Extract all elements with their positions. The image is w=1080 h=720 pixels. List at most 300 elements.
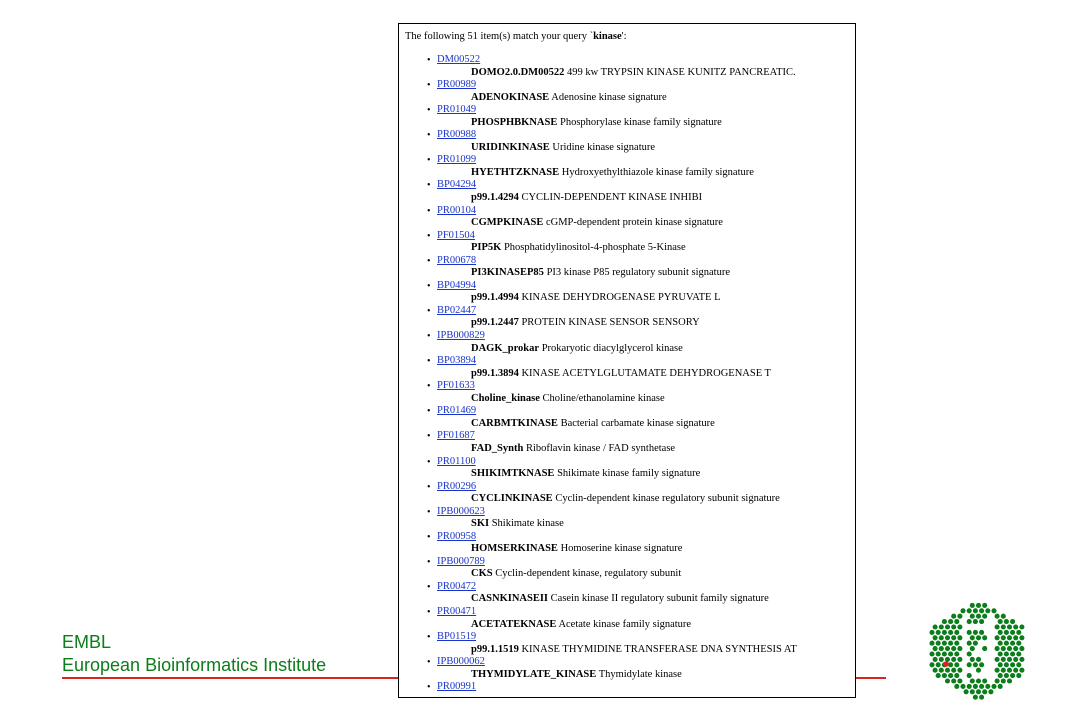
result-entry-text: Thymidylate kinase: [598, 668, 682, 680]
logo-dot: [1007, 668, 1012, 673]
logo-dot: [957, 678, 962, 683]
logo-dot: [945, 624, 950, 629]
logo-dot: [933, 657, 938, 662]
bullet-icon: •: [427, 531, 431, 543]
result-entry-name: CYCLINKINASE: [471, 493, 553, 505]
result-item: [399, 556, 855, 581]
logo-dot: [954, 684, 959, 689]
footer-org-full: European Bioinformatics Institute: [62, 655, 327, 675]
bullet-icon: •: [427, 406, 431, 418]
result-link[interactable]: PR00296: [437, 480, 477, 492]
logo-dot: [951, 678, 956, 683]
logo-dot: [976, 614, 981, 619]
result-entry-name: p99.1.4994: [471, 292, 519, 304]
result-item: [399, 54, 855, 79]
logo-dot: [1016, 651, 1021, 656]
logo-dot: [998, 684, 1003, 689]
result-item: [399, 405, 855, 430]
logo-dot: [957, 624, 962, 629]
logo-dot: [1010, 662, 1015, 667]
logo-dot: [957, 614, 962, 619]
result-link[interactable]: PR00471: [437, 606, 477, 618]
logo-dot: [979, 630, 984, 635]
logo-dot: [936, 662, 941, 667]
logo-dot: [1010, 673, 1015, 678]
result-entry-text: Acetate kinase family signature: [558, 618, 692, 630]
logo-dot: [1007, 657, 1012, 662]
result-entry-text: KINASE ACETYLGLUTAMATE DEHYDROGENASE T: [521, 367, 771, 379]
logo-dot: [988, 689, 993, 694]
result-link[interactable]: PR00472: [437, 580, 477, 592]
result-item: [399, 104, 855, 129]
logo-dot: [970, 614, 975, 619]
logo-dot: [942, 630, 947, 635]
result-entry-name: p99.1.4294: [471, 191, 519, 203]
logo-dot: [936, 673, 941, 678]
result-entry-name: ADENOKINASE: [471, 91, 550, 103]
result-entry-name: Choline_kinase: [471, 392, 540, 404]
result-description: [471, 117, 722, 128]
logo-dot: [976, 668, 981, 673]
result-description: [471, 493, 780, 504]
result-entry-text: cGMP-dependent protein kinase signature: [545, 217, 723, 229]
logo-dot: [973, 608, 978, 613]
logo-dot: [964, 689, 969, 694]
bullet-icon: •: [427, 305, 431, 317]
logo-dot: [982, 678, 987, 683]
logo-dot: [1019, 657, 1024, 662]
logo-dot: [951, 624, 956, 629]
result-item: [399, 606, 855, 631]
logo-dot: [967, 684, 972, 689]
result-entry-name: THYMIDYLATE_KINASE: [471, 668, 597, 680]
result-entry-name: SHIKIMTKNASE: [471, 468, 555, 479]
bullet-icon: •: [427, 55, 431, 66]
result-description: [471, 92, 667, 103]
result-entry-text: KINASE DEHYDROGENASE PYRUVATE L: [521, 292, 721, 304]
result-entry-name: FAD_Synth: [471, 442, 524, 454]
logo-dot: [945, 657, 950, 662]
logo-dot: [1019, 635, 1024, 640]
logo-dot: [1019, 646, 1024, 651]
logo-dot: [945, 668, 950, 673]
logo-dot: [970, 646, 975, 651]
bullet-icon: •: [427, 155, 431, 167]
logo-dot: [998, 651, 1003, 656]
result-entry-text: Hydroxyethylthiazole kinase family signature: [561, 166, 754, 178]
logo-dot: [991, 608, 996, 613]
logo-dot: [1001, 646, 1006, 651]
result-entry-name: p99.1.3894: [471, 367, 519, 379]
result-description: [471, 292, 721, 303]
footer-brand: [62, 631, 326, 677]
result-item: [399, 430, 855, 455]
result-link[interactable]: PF01504: [437, 229, 475, 241]
result-description: [471, 217, 723, 228]
bullet-icon: •: [427, 230, 431, 242]
result-item: [399, 481, 855, 506]
logo-dot: [942, 641, 947, 646]
logo-dot: [976, 678, 981, 683]
bullet-icon: •: [427, 657, 431, 669]
result-description: [471, 593, 769, 604]
result-item: [399, 280, 855, 305]
result-description: [471, 443, 675, 454]
logo-dot: [998, 619, 1003, 624]
result-link[interactable]: PR00958: [437, 530, 477, 542]
logo-dot: [967, 630, 972, 635]
logo-dot: [973, 641, 978, 646]
logo-dot: [933, 635, 938, 640]
result-link[interactable]: IPB000829: [437, 330, 485, 342]
logo-dot: [976, 657, 981, 662]
result-item: [399, 656, 855, 681]
logo-dot: [970, 635, 975, 640]
logo-dot: [948, 673, 953, 678]
result-entry-text: Shikimate kinase family signature: [557, 468, 701, 479]
logo-dot: [936, 630, 941, 635]
result-item: [399, 179, 855, 204]
logo-dot: [942, 651, 947, 656]
logo-dot: [929, 651, 934, 656]
logo-dot: [1004, 651, 1009, 656]
logo-dot: [1007, 678, 1012, 683]
bullet-icon: •: [427, 280, 431, 292]
result-link[interactable]: PR00991: [437, 681, 477, 693]
logo-dot: [970, 603, 975, 608]
logo-dot: [979, 684, 984, 689]
bullet-icon: •: [427, 255, 431, 267]
bullet-icon: •: [427, 481, 431, 493]
result-entry-name: PIP5K: [471, 242, 502, 254]
logo-dot: [939, 635, 944, 640]
logo-dot: [970, 657, 975, 662]
bullet-icon: •: [427, 130, 431, 142]
result-link[interactable]: PR00104: [437, 204, 477, 216]
logo-dot: [982, 614, 987, 619]
result-description: [471, 267, 730, 278]
result-description: [471, 619, 691, 630]
logo-dot: [982, 603, 987, 608]
result-link[interactable]: BP04994: [437, 279, 477, 291]
logo-dot: [1004, 662, 1009, 667]
result-entry-text: CYCLIN-DEPENDENT KINASE INHIBI: [521, 191, 703, 203]
result-entry-text: Phosphorylase kinase family signature: [559, 116, 722, 128]
logo-dot: [967, 651, 972, 656]
result-description: [471, 393, 665, 404]
logo-dot: [967, 608, 972, 613]
result-link[interactable]: PF01633: [437, 380, 475, 392]
result-description: [471, 518, 564, 529]
logo-dot: [933, 668, 938, 673]
logo-dot: [998, 630, 1003, 635]
logo-dot: [1007, 624, 1012, 629]
logo-dot: [954, 641, 959, 646]
logo-dot: [948, 641, 953, 646]
logo-dot: [998, 673, 1003, 678]
logo-dot: [929, 630, 934, 635]
logo-dot: [1016, 673, 1021, 678]
footer-org-short: EMBL: [62, 632, 112, 652]
logo-dot: [933, 646, 938, 651]
result-entry-name: SKI: [471, 518, 490, 530]
logo-dot: [973, 619, 978, 624]
result-item: [399, 681, 855, 698]
bullet-icon: •: [427, 581, 431, 593]
bullet-icon: •: [427, 556, 431, 568]
bullet-icon: •: [427, 607, 431, 619]
result-item: [399, 531, 855, 556]
result-entry-text: Casein kinase II regulatory subunit family signature: [550, 593, 769, 605]
result-description: [471, 67, 796, 78]
logo-dot: [991, 684, 996, 689]
result-item: [399, 355, 855, 380]
result-entry-text: Riboflavin kinase / FAD synthetase: [525, 442, 676, 454]
logo-dot: [995, 646, 1000, 651]
result-entry-text: KINASE THYMIDINE TRANSFERASE DNA SYNTHESIS AT: [521, 643, 797, 655]
result-entry-text: Phosphatidylinositol-4-phosphate 5-Kinase: [503, 242, 686, 254]
logo-dot: [973, 630, 978, 635]
logo-dot: [957, 635, 962, 640]
bullet-icon: •: [427, 105, 431, 117]
logo-dot: [951, 657, 956, 662]
result-description: [471, 242, 686, 253]
result-entry-name: URIDINKINASE: [471, 141, 550, 153]
result-link[interactable]: IPB000623: [437, 505, 485, 517]
logo-dot: [945, 635, 950, 640]
result-link[interactable]: DM00522: [437, 54, 481, 65]
bullet-icon: •: [427, 80, 431, 92]
logo-dot: [948, 651, 953, 656]
logo-dot: [939, 668, 944, 673]
result-link[interactable]: PR01100: [437, 455, 476, 467]
logo-dot: [1016, 641, 1021, 646]
logo-dot: [1019, 624, 1024, 629]
logo-dot: [995, 614, 1000, 619]
logo-dot: [995, 657, 1000, 662]
result-link[interactable]: PR00988: [437, 129, 477, 141]
bullet-icon: •: [427, 205, 431, 217]
logo-dot: [1007, 646, 1012, 651]
logo-dot: [1001, 635, 1006, 640]
logo-dot: [995, 624, 1000, 629]
result-link[interactable]: BP03894: [437, 355, 477, 367]
result-entry-name: p99.1.1519: [471, 643, 519, 655]
logo-dot: [967, 619, 972, 624]
logo-dot: [951, 614, 956, 619]
logo-dot: [954, 651, 959, 656]
result-link[interactable]: PR01049: [437, 104, 477, 116]
result-description: [471, 317, 700, 328]
logo-dot: [1013, 668, 1018, 673]
logo-dot: [1019, 668, 1024, 673]
logo-dot: [976, 689, 981, 694]
result-link[interactable]: PR00989: [437, 79, 477, 91]
bullet-icon: •: [427, 506, 431, 518]
logo-dot: [976, 603, 981, 608]
result-entry-name: DOMO2.0.DM00522: [471, 66, 565, 78]
bullet-icon: •: [427, 331, 431, 343]
result-link[interactable]: PR01469: [437, 405, 477, 417]
result-item: [399, 330, 855, 355]
logo-dot: [957, 646, 962, 651]
logo-dot: [1004, 630, 1009, 635]
logo-dot: [973, 662, 978, 667]
logo-dot: [936, 651, 941, 656]
bullet-icon: •: [427, 356, 431, 368]
logo-dot: [998, 662, 1003, 667]
result-entry-name: p99.1.2447: [471, 317, 519, 329]
logo-dot: [942, 673, 947, 678]
result-link[interactable]: BP02447: [437, 304, 477, 316]
logo-dot: [1013, 624, 1018, 629]
logo-dot: [995, 635, 1000, 640]
logo-dot: [1004, 619, 1009, 624]
search-results-frame: [398, 23, 856, 698]
result-link[interactable]: BP04294: [437, 179, 477, 191]
result-entry-name: DAGK_prokar: [471, 342, 540, 354]
logo-dot: [951, 646, 956, 651]
logo-dot: [951, 668, 956, 673]
logo-dot: [1013, 646, 1018, 651]
logo-dot: [1007, 635, 1012, 640]
logo-dot: [939, 657, 944, 662]
logo-dot: [1010, 651, 1015, 656]
logo-dot: [1004, 673, 1009, 678]
logo-dot: [982, 646, 987, 651]
logo-dot: [979, 608, 984, 613]
result-entry-text: Uridine kinase signature: [552, 141, 656, 153]
logo-dot: [954, 630, 959, 635]
logo-dot: [979, 662, 984, 667]
result-link[interactable]: IPB000789: [437, 555, 485, 567]
result-item: [399, 380, 855, 405]
logo-dot: [1010, 630, 1015, 635]
result-entry-text: Choline/ethanolamine kinase: [542, 392, 665, 404]
logo-red-dot: [943, 661, 949, 667]
logo-dot: [985, 608, 990, 613]
bullet-icon: •: [427, 431, 431, 443]
embl-ebi-logo-icon: [926, 598, 1030, 702]
result-link[interactable]: PR00678: [437, 254, 477, 266]
result-entry-text: Prokaryotic diacylglycerol kinase: [541, 342, 683, 354]
logo-dot: [1016, 662, 1021, 667]
result-link[interactable]: IPB000062: [437, 656, 485, 668]
result-entry-name: CASNKINASEII: [471, 593, 549, 605]
result-description: [471, 418, 715, 429]
result-item: [399, 255, 855, 280]
logo-dot: [985, 684, 990, 689]
logo-dot: [1001, 657, 1006, 662]
logo-dot: [954, 662, 959, 667]
result-item: [399, 129, 855, 154]
logo-dot: [973, 695, 978, 700]
logo-dot: [954, 673, 959, 678]
result-entry-text: Bacterial carbamate kinase signature: [560, 417, 715, 429]
result-entry-name: HYETHTZKNASE: [471, 166, 560, 178]
logo-dot: [942, 619, 947, 624]
results-header-prefix: The following 51 item(s) match your query `: [405, 31, 594, 42]
logo-dot: [979, 619, 984, 624]
logo-dot: [945, 678, 950, 683]
result-entry-text: Homoserine kinase signature: [560, 543, 683, 555]
result-entry-text: 499 kw TRYPSIN KINASE KUNITZ PANCREATIC.: [566, 66, 796, 78]
logo-dot: [957, 668, 962, 673]
results-header: [405, 31, 626, 42]
bullet-icon: •: [427, 456, 431, 468]
result-description: [471, 142, 655, 153]
results-list: [399, 54, 855, 698]
bullet-icon: •: [427, 632, 431, 644]
result-entry-name: CARBMTKINASE: [471, 417, 558, 429]
logo-dot: [1016, 630, 1021, 635]
result-description: [471, 368, 771, 379]
result-entry-name: PI3KINASEP85: [471, 267, 544, 279]
result-description: [471, 167, 754, 178]
result-item: [399, 205, 855, 230]
result-description: [471, 343, 683, 354]
logo-dot: [970, 689, 975, 694]
logo-dot: [951, 635, 956, 640]
logo-dot: [982, 635, 987, 640]
result-description: [471, 669, 682, 680]
logo-dot: [995, 668, 1000, 673]
bullet-icon: •: [427, 381, 431, 393]
result-link[interactable]: PF01687: [437, 430, 475, 442]
result-item: [399, 230, 855, 255]
result-description: [471, 644, 797, 655]
result-entry-text: Cyclin-dependent kinase, regulatory subunit: [495, 568, 682, 580]
result-entry-text: PROTEIN KINASE SENSOR SENSORY: [521, 317, 700, 329]
result-entry-name: CGMPKINASE: [471, 217, 544, 229]
result-item: [399, 631, 855, 656]
result-link[interactable]: PR01099: [437, 154, 477, 166]
logo-dot: [967, 673, 972, 678]
result-entry-name: CKS: [471, 568, 493, 580]
logo-dot: [967, 641, 972, 646]
result-description: [471, 468, 700, 479]
result-entry-name: ACETATEKNASE: [471, 618, 557, 630]
result-item: [399, 456, 855, 481]
logo-dot: [1001, 668, 1006, 673]
logo-dot: [998, 641, 1003, 646]
logo-dot: [939, 624, 944, 629]
bullet-icon: •: [427, 682, 431, 694]
result-entry-text: Adenosine kinase signature: [551, 91, 667, 103]
logo-dot: [933, 624, 938, 629]
bullet-icon: •: [427, 180, 431, 192]
logo-dot: [957, 657, 962, 662]
logo-dot: [967, 662, 972, 667]
logo-dot: [960, 684, 965, 689]
result-entry-text: Cyclin-dependent kinase regulatory subunit signature: [555, 493, 780, 505]
logo-dot: [948, 619, 953, 624]
result-description: [471, 192, 702, 203]
result-link[interactable]: BP01519: [437, 631, 477, 643]
logo-dot: [1013, 657, 1018, 662]
result-description: [471, 543, 682, 554]
result-item: [399, 154, 855, 179]
logo-dot: [1013, 635, 1018, 640]
logo-dot: [995, 678, 1000, 683]
logo-dot: [973, 684, 978, 689]
result-item: [399, 506, 855, 531]
logo-dot: [1001, 678, 1006, 683]
result-entry-name: PHOSPHBKNASE: [471, 116, 558, 128]
logo-dot: [929, 662, 934, 667]
logo-dot: [1010, 619, 1015, 624]
logo-dot: [948, 662, 953, 667]
